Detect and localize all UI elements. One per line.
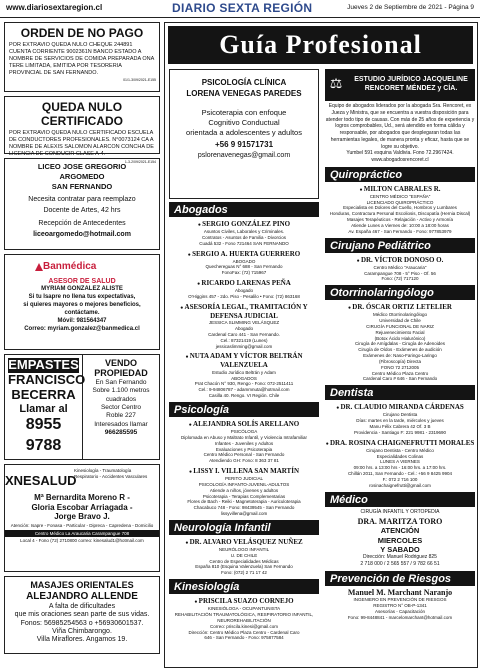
psico-heading: PSICOLOGÍA CLÍNICA: [201, 78, 287, 87]
ad-body: POR EXTRAVIO QUEDA NULO CHEQUE 244891 CUENTA CORRIENTE 9002361N BANCO ESTADO A NOMBRE DE SERVICIOS DE COMIDA PREPARADA ONA TERE LIMITADA, EMITIDA POR TESORERIA PROVINCIAL DE SAN FERNANDO.: [9, 42, 154, 76]
liceo-reception: Recepción de Antecedentes: [38, 220, 126, 228]
listing-entry: [325, 403, 475, 435]
guia-profesional: [164, 22, 478, 668]
section-psicologia: Psicología: [169, 402, 319, 417]
banmedica-phone[interactable]: Móvil: 981564347: [57, 318, 107, 325]
listing-entry: [325, 439, 475, 489]
vendo-title: VENDO: [104, 358, 137, 368]
xnesalud-head: [5, 465, 159, 493]
listing-detail: KINESIÓLOGA - OCUPANTUNISTA REHABILITACIÓN TRAUMATOLÓGICA, RESPIRATORIO INFANTIL, NEUROREHABILITACIÓN Correo: priscila.kinesi@gmail.com Dirección: Centro Médico Plaza Centro - Cardenal Caro 646 - San Fernando - Fono: 975877584: [174, 606, 314, 641]
listing-name: ● SERGIO GONZÁLEZ PINO: [169, 220, 319, 229]
listing-detail: Asuntos Civiles, Laborales y Criminales. Contratos - Asuntos de Familia - Divorcios Cuadá 532 - Fono 721464 SAN FERNANDO: [199, 229, 289, 246]
vendo-line: Sector Centro: [100, 404, 142, 411]
listing-detail: NEURÓLOGO INFANTIL U. DE CHILE Centro de Especialidades Médicas España 810 (Esquina Valenzuela) San Fernando Fono: (072) 2 71 17 42: [195, 546, 293, 576]
page-header: [0, 0, 480, 18]
listing-name: ● RICARDO LARENAS PEÑA: [169, 279, 319, 288]
site-url[interactable]: www.diariosextaregion.cl: [6, 3, 103, 12]
listing-name: ● DR. CLAUDIO MIRANDA CÁRDENAS: [325, 403, 475, 412]
listing-detail: Abogado O'Higgins 457 - 2do. Piso - Pesalilo • Fono: (72) 863168: [188, 288, 300, 299]
ad-xnesalud: [4, 464, 160, 572]
listing-name: ● NUTA ADAM Y VÍCTOR BELTRÁN VALENZUELA: [169, 352, 319, 369]
vendo-line: Interesados llamar: [94, 420, 148, 428]
medico-name: DRA. MARITZA TORO: [357, 517, 443, 527]
listing-entry: [169, 220, 319, 247]
ad-vendo-propiedad: [83, 355, 159, 459]
listing-entry: [169, 467, 319, 517]
masajes-name: ALEJANDRO ALLENDE: [26, 590, 138, 602]
ad-orden-no-pago: [4, 22, 160, 92]
xnesalud-contact[interactable]: Local 4 - Fono (72) 2710800 correo: kinesalud1@hotmail.com: [20, 538, 144, 544]
psico-phone[interactable]: +56 9 91571731: [214, 139, 274, 149]
ad-body: POR EXTRAVIO QUEDA NULO CERTIFICADO ESCUELA DE CONDUCTORES PROFESIONALES. N°0073124 CA A NOMBRE DE ALEXIS SALOMON ALARCON CONCHA DE LICENCIA DE CONDUCIR CLASE A-4.: [9, 130, 154, 157]
psicologia-clinica-ad: [169, 69, 319, 199]
estudio-address: Yumbel 591 esquina Valdivia. Fono 72.2967424.: [346, 150, 454, 157]
prev-detail: INGENIERO EN PREVENCIÓN DE RIESGOS REGISTRO N° OB-P-1341 Asesorías - Capacitación Fono: 99-8448841 - marcelomarchant@hotmail.com: [347, 596, 453, 620]
banmedica-text-1: Si tu Isapre no llena tus expectativas,: [28, 294, 136, 301]
section-prevencion: Prevención de Riesgos: [325, 571, 475, 586]
liceo-city: SAN FERNANDO: [51, 181, 113, 191]
masajes-text-2: que mis oraciones sean parte de sus vidas.: [14, 611, 150, 619]
ad-title: QUEDA NULO CERTIFICADO: [41, 100, 123, 128]
banmedica-agent: MYRIAM GONZALEZ ALISTE: [41, 286, 123, 292]
listing-name: ● LISSY I. VILLENA SAN MARTÍN: [169, 467, 319, 476]
empastes-name-1: FRANCISCO: [8, 371, 86, 387]
listing-name: ● DR. ÓSCAR ORTIZ LETELIER: [325, 303, 475, 312]
medico-phones[interactable]: 2 718 000 / 2 565 557 / 9 782 66 51: [360, 561, 440, 568]
listing-entry: [169, 352, 319, 399]
section-abogados: Abogados: [169, 202, 319, 217]
guia-title: Guía Profesional: [168, 26, 473, 64]
liceo-need: Necesita contratar para reemplazo: [28, 196, 136, 204]
listing-detail: Cirujano Dentista Días: martes en la tarde, miércoles y jueves Manu Félix Cabrera 42 Of. 3 B Providencia - Santiago F: 221 9981 - 2319690: [353, 412, 447, 435]
section-dentista: Dentista: [325, 385, 475, 400]
section-cirujano: Cirujano Pediátrico: [325, 238, 475, 253]
psico-name: LORENA VENEGAS PAREDES: [186, 88, 302, 98]
listing-name: ● PRISCILA SUAZO CORNEJO: [169, 597, 319, 606]
listing-entry: [169, 303, 319, 350]
medico-day-2: Y SABADO: [380, 545, 420, 555]
banmedica-text-2: si quieres mayores o mejores beneficios,: [23, 302, 141, 309]
listing-entry: [169, 420, 319, 464]
xnesalud-staff-2: Gloria Escobar Arriagada -: [31, 502, 133, 512]
ad-code: 01/1-3/09/2021-E155: [123, 78, 156, 83]
empastes-call: Llamar al: [19, 402, 68, 415]
empastes-name-2: BECERRA: [11, 386, 76, 402]
section-otorrino: Otorrinolaringólogo: [325, 285, 475, 300]
medico-address: Dirección: Manuel Rodriguez 825: [363, 554, 437, 561]
listing-detail: Estudio Jurídico Beltrán y Adam ABOGADOS Prat Chacón N° 930, Rengo - Fono: 072-2511411 Cel.: 9-94806787 - adammnuta@hotmail.com Casilla 40. Rengo. VI Región. Chile: [194, 369, 294, 399]
empastes-title: EMPASTES: [8, 357, 79, 372]
listing-name: ● DR. ALVARO VELÁSQUEZ NUÑEZ: [169, 538, 319, 547]
listing-name: ● ASESORÍA LEGAL, TRAMITACIÓN Y DEFENSA JUDICIAL: [169, 303, 319, 320]
ad-title: ORDEN DE NO PAGO: [20, 26, 144, 40]
liceo-name-2: ARGOMEDO: [59, 171, 105, 181]
estudio-juridico-header: [325, 69, 475, 101]
ad-masajes: [4, 576, 160, 654]
estudio-body: Equipo de abogados liderados por la abogada Sra. Rencoret, ex Jueza y Ministra, que se encuentra a vuestra disposición para atender todo tipo de causas. Con más de 25 años de experiencia y logros comprobables, Ud., será atendido en forma cálida y responsable, por abogados que desplegaran todas las herramientas legales, de manera pronta y eficaz, hasta que se logre su objetivo.: [325, 103, 475, 150]
banmedica-text-3: contáctame.: [64, 310, 100, 317]
ad-queda-nulo: [4, 96, 160, 164]
ad-empastes-propiedad: [4, 354, 160, 460]
listing-detail: Centro Médico "Araucaria" Carampangue 708 - 5° Piso - Of. 56 Fono: (72) 717120: [364, 264, 436, 282]
banmedica-logo: Banmédica: [43, 261, 97, 272]
liceo-email[interactable]: liceoargomedo@hotmail.com: [33, 230, 131, 238]
section-medico: Médico: [325, 492, 475, 507]
listing-detail: CENTRO MÉDICO "ESPAÑA" LICENCIADO QUIROPRÁCTICO Especialista en Dolores del Cuello, Hombros y Lumbares Honduras, Contractura Personal Escoliosis, Discopatía (Hernia Discal) Masajes Terapéuticos - Relajación - Activo y Armonía Atiende Lunes a Viernes de: 10:00 a 18:00 horas Av. España 467 - San Fernando - Fono: 977853979: [329, 193, 471, 234]
newspaper-brand: DIARIO SEXTA REGIÓN: [172, 1, 313, 15]
ad-code: 1-3-2/09/2021-E154: [124, 159, 156, 164]
masajes-loc-2: Villa Miraflores. Angamos 19.: [36, 636, 128, 644]
listing-entry: [169, 250, 319, 277]
vendo-phone[interactable]: 966285595: [104, 429, 138, 437]
ad-banmedica: [4, 254, 160, 350]
medico-specialty: CIRUGÍA INFANTIL Y ORTOPEDIA: [360, 508, 440, 515]
listing-entry: [325, 303, 475, 382]
xnesalud-caption: Kinesiología - Traumatología Respiratorio - Accidentes Vasculares: [74, 468, 148, 479]
xnesalud-staff-1: Mª Bernardita Moreno R -: [34, 493, 130, 502]
listing-detail: ABOGADO Quechereguas N° 688 - San Fernando FonoFax: (72) 715967: [205, 258, 283, 276]
psico-email[interactable]: pslorenavenegas@gmail.com: [197, 151, 291, 159]
vendo-line: Roble 227: [106, 412, 136, 420]
psico-text-1: Psicoterapia con enfoque: [201, 107, 287, 117]
vendo-line: En San Fernando: [95, 378, 147, 386]
ad-liceo: [4, 158, 160, 250]
listing-name: ● DRA. ROSINA CHAIGNEFRUTTI MORALES: [325, 439, 475, 448]
psico-text-3: orientada a adolescentes y adultos: [186, 127, 302, 137]
listing-name: ● SERGIO A. HUERTA GUERRERO: [169, 250, 319, 259]
page-date: Jueves 2 de Septiembre de 2021 - Página 9: [347, 4, 474, 11]
masajes-loc-1: Viña Chimbarongo.: [52, 627, 112, 635]
listing-detail: PERITO JUDICIAL PSICOLOGÍA INFANTO-JUVENIL-ADULTOS Atiende a niños, jóvenes y adultos Psicoterapia - Terapias Complementarias Flores de Bach - Reiki - Magnetoterapia - Auriculoterapia Chacabuco 748 - Fono: 98439545 - San Fernando lissyvillena@gmail.com: [187, 476, 301, 517]
listing-entry: [169, 279, 319, 300]
liceo-position: Docente de Artes, 42 hrs: [43, 206, 121, 214]
prev-name: Manuel M. Marchant Naranjo: [347, 587, 453, 597]
guia-column-right: [325, 69, 475, 620]
vendo-line: Sobre 1.100 metros: [92, 387, 150, 395]
listing-detail: JESSICA SLIMMING VELÁSQUEZ Abogado Cardenal Caro 441 - San Fernando. Cel.: 87321419 (Lunes) jessicaslimming@gmail.com: [208, 320, 280, 349]
listing-entry: [325, 185, 475, 235]
banmedica-title: ASESOR DE SALUD: [48, 278, 116, 285]
listing-detail: PSICÓLOGA Diplomada en Abuso y Maltrato Infantil, y Violencia Intrafamiliar Infantes - Juveniles y Adultos Evaluaciones y Psicoterapia Centro Médico Personal - San Fernando Atendiendo GH: Fono: 8 363 37 81: [181, 428, 307, 464]
masajes-phone[interactable]: Fonos: 56985254563 o +56930601537.: [20, 619, 144, 627]
ad-empastes: [5, 355, 86, 459]
classifieds-column: [4, 22, 160, 668]
listing-name: ● MILTON CABRALES R.: [325, 185, 475, 194]
listing-name: ● ALEJANDRA SOLÍS ARELLANO: [169, 420, 319, 429]
masajes-text-1: A falta de dificultades: [48, 602, 116, 610]
listing-entry: [169, 538, 319, 576]
listing-detail: Cirujano Dentista - Centro Médico Especialidades Colinas LUNES A VIERNES 09:00 hrs. a 13:00 hrs - 16:00 hrs. a 17:00 hrs. Chillán 2011, San Fernando - Cel.: +56 9 8425 9904 F.: 072 2 716 100 rosinachaignefrutti@gmail.com: [347, 447, 453, 488]
vendo-title-2: PROPIEDAD: [94, 368, 148, 379]
medico-atencion: ATENCIÓN: [380, 526, 420, 536]
section-kinesiologia: Kinesiología: [169, 579, 319, 594]
listing-entry: [325, 256, 475, 283]
xnesalud-logo: XNESALUD: [5, 473, 77, 488]
section-quiropractico: Quiropráctico: [325, 167, 475, 182]
listing-entry: [169, 597, 319, 641]
medico-day-1: MIERCOLES: [377, 535, 423, 545]
listing-detail: Médico Otorrinolaringólogo Universidad de Chile CIRUGÍA FUNCIONAL DE NARIZ Rejuvenecimiento Facial (Botox Ácido Hialurónico) Cirugía de Amígdalas - Cirugía de Adenoides Cirugía de Oídos - Exámenes de audición Exámenes de: Naso-Faringo-Laringo (Fibroscopía) Directa FONO 72 2712005 Centro Médico Plaza Centro Cardenal Caro # 646 - San Fernando: [354, 312, 446, 382]
estudio-web[interactable]: www.abogadosrencoret.cl: [371, 157, 429, 163]
masajes-title: MASAJES ORIENTALES: [30, 580, 134, 590]
psico-text-2: Cognitivo Conductual: [208, 117, 280, 127]
estudio-title: ESTUDIO JURÍDICO JACQUELINE RENCORET MÉNDEZ y CÍA.: [354, 76, 468, 92]
listing-name: ● DR. VÍCTOR DONOSO O.: [325, 256, 475, 265]
guia-column-left: [169, 69, 319, 641]
scales-icon: ⚖: [329, 77, 343, 92]
liceo-name: LICEO JOSE GREGORIO: [37, 162, 127, 171]
xnesalud-attention: Atención: Isapre - Fonasa - Particular - Dipreca - Capredena - Domicilio: [10, 522, 154, 528]
xnesalud-center: Centro Médico La Araucaria Carampangue 708: [5, 530, 159, 538]
vendo-line: cuadrados: [105, 395, 137, 403]
empastes-phone[interactable]: 8955 9788: [25, 416, 62, 455]
xnesalud-staff-3: Jorge Bravo J.: [54, 512, 110, 522]
section-neurologia: Neurología Infantil: [169, 520, 319, 535]
banmedica-email[interactable]: Correo: myriam.gonzalez@banmedica.cl: [24, 326, 140, 333]
